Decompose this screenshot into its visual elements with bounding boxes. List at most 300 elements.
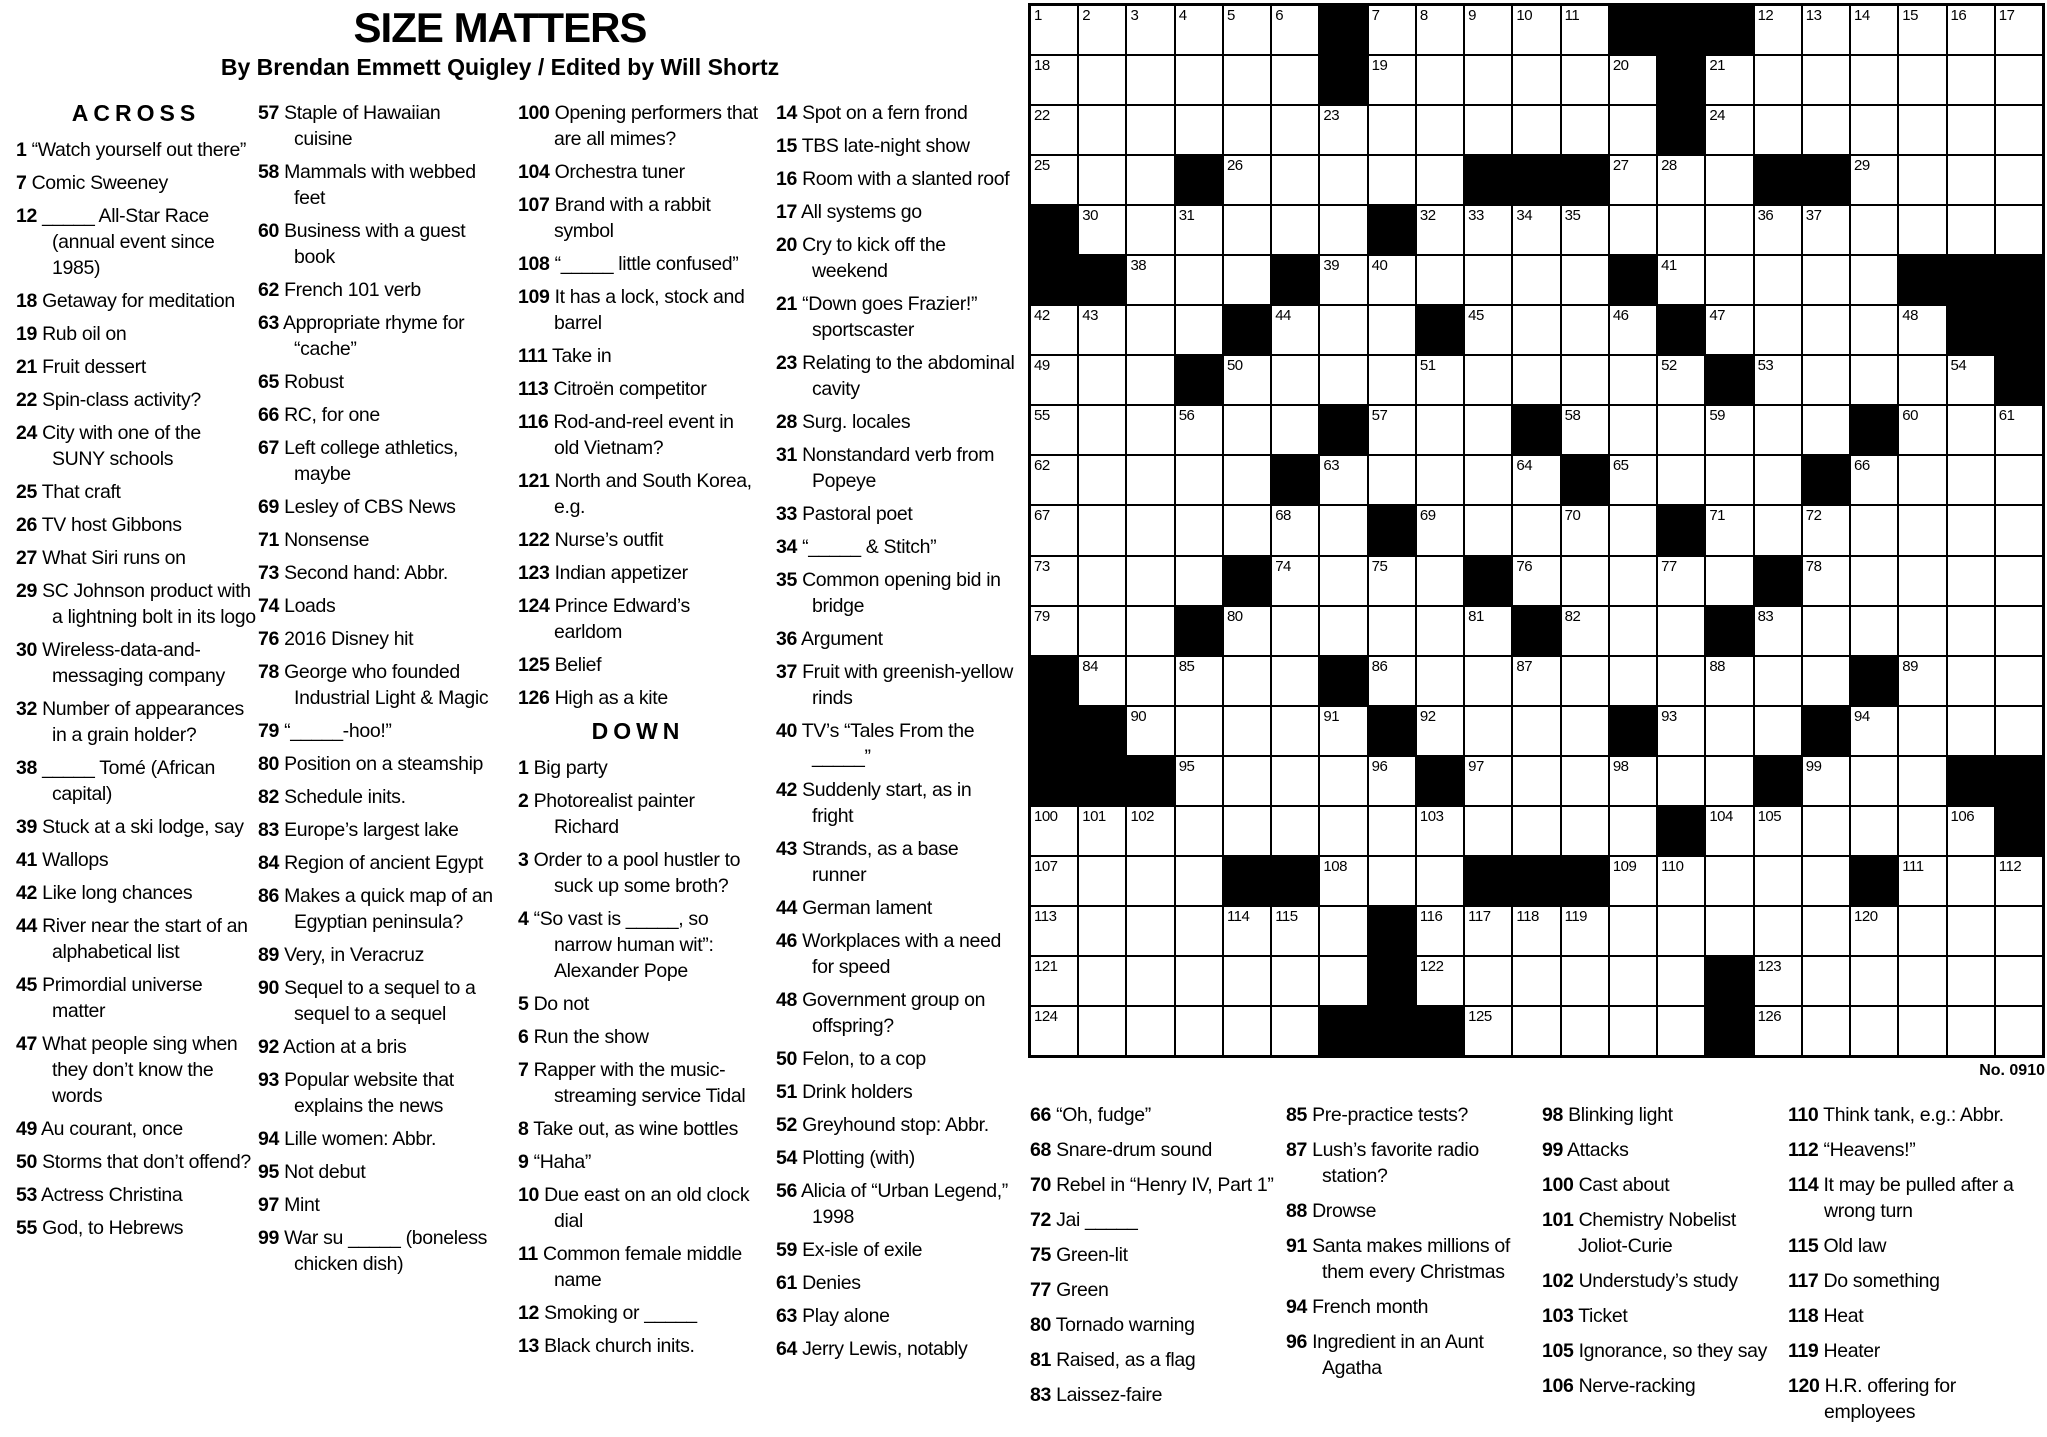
- grid-cell[interactable]: [1898, 355, 1946, 405]
- grid-cell[interactable]: [1175, 55, 1223, 105]
- grid-cell[interactable]: [1416, 606, 1464, 656]
- grid-cell[interactable]: [1030, 606, 1078, 656]
- grid-cell[interactable]: [1271, 155, 1319, 205]
- grid-cell[interactable]: [1464, 656, 1512, 706]
- grid-cell[interactable]: [1995, 405, 2043, 455]
- grid-cell[interactable]: [1126, 656, 1174, 706]
- grid-cell[interactable]: [1561, 906, 1609, 956]
- grid-cell[interactable]: [1078, 505, 1126, 555]
- grid-cell[interactable]: [1898, 205, 1946, 255]
- grid-cell[interactable]: [1368, 756, 1416, 806]
- grid-cell[interactable]: [1947, 155, 1995, 205]
- grid-cell[interactable]: [1416, 105, 1464, 155]
- grid-cell[interactable]: [1078, 455, 1126, 505]
- grid-cell[interactable]: [1271, 505, 1319, 555]
- grid-cell[interactable]: [1850, 906, 1898, 956]
- grid-cell[interactable]: [1368, 806, 1416, 856]
- grid-cell[interactable]: [1175, 255, 1223, 305]
- grid-cell[interactable]: [1416, 55, 1464, 105]
- grid-cell[interactable]: [1512, 1006, 1560, 1056]
- grid-cell[interactable]: [1850, 5, 1898, 55]
- grid-cell[interactable]: [1126, 606, 1174, 656]
- grid-cell[interactable]: [1271, 706, 1319, 756]
- grid-cell[interactable]: [1319, 205, 1367, 255]
- grid-cell[interactable]: [1078, 956, 1126, 1006]
- grid-cell[interactable]: [1126, 556, 1174, 606]
- grid-cell[interactable]: [1850, 155, 1898, 205]
- grid-cell[interactable]: [1512, 105, 1560, 155]
- grid-cell[interactable]: [1754, 405, 1802, 455]
- grid-cell[interactable]: [1705, 55, 1753, 105]
- grid-cell[interactable]: [1995, 906, 2043, 956]
- grid-cell[interactable]: [1995, 1006, 2043, 1056]
- grid-cell[interactable]: [1030, 806, 1078, 856]
- grid-cell[interactable]: [1319, 756, 1367, 806]
- grid-cell[interactable]: [1609, 956, 1657, 1006]
- grid-cell[interactable]: [1898, 756, 1946, 806]
- grid-cell[interactable]: [1947, 355, 1995, 405]
- grid-cell[interactable]: [1030, 355, 1078, 405]
- grid-cell[interactable]: [1368, 556, 1416, 606]
- grid-cell[interactable]: [1850, 255, 1898, 305]
- grid-cell[interactable]: [1078, 105, 1126, 155]
- grid-cell[interactable]: [1657, 455, 1705, 505]
- grid-cell[interactable]: [1319, 956, 1367, 1006]
- grid-cell[interactable]: [1947, 706, 1995, 756]
- grid-cell[interactable]: [1705, 255, 1753, 305]
- grid-cell[interactable]: [1319, 255, 1367, 305]
- grid-cell[interactable]: [1464, 455, 1512, 505]
- grid-cell[interactable]: [1368, 105, 1416, 155]
- grid-cell[interactable]: [1223, 155, 1271, 205]
- grid-cell[interactable]: [1223, 405, 1271, 455]
- grid-cell[interactable]: [1464, 956, 1512, 1006]
- grid-cell[interactable]: [1126, 205, 1174, 255]
- grid-cell[interactable]: [1416, 255, 1464, 305]
- grid-cell[interactable]: [1271, 5, 1319, 55]
- grid-cell[interactable]: [1705, 556, 1753, 606]
- grid-cell[interactable]: [1271, 756, 1319, 806]
- grid-cell[interactable]: [1754, 355, 1802, 405]
- grid-cell[interactable]: [1657, 205, 1705, 255]
- grid-cell[interactable]: [1947, 906, 1995, 956]
- grid-cell[interactable]: [1609, 806, 1657, 856]
- grid-cell[interactable]: [1609, 1006, 1657, 1056]
- grid-cell[interactable]: [1705, 155, 1753, 205]
- grid-cell[interactable]: [1609, 756, 1657, 806]
- grid-cell[interactable]: [1947, 956, 1995, 1006]
- grid-cell[interactable]: [1030, 856, 1078, 906]
- grid-cell[interactable]: [1512, 455, 1560, 505]
- grid-cell[interactable]: [1947, 1006, 1995, 1056]
- grid-cell[interactable]: [1368, 155, 1416, 205]
- grid-cell[interactable]: [1705, 205, 1753, 255]
- grid-cell[interactable]: [1223, 455, 1271, 505]
- grid-cell[interactable]: [1078, 1006, 1126, 1056]
- grid-cell[interactable]: [1223, 606, 1271, 656]
- grid-cell[interactable]: [1850, 55, 1898, 105]
- grid-cell[interactable]: [1319, 806, 1367, 856]
- grid-cell[interactable]: [1512, 756, 1560, 806]
- grid-cell[interactable]: [1368, 455, 1416, 505]
- grid-cell[interactable]: [1850, 756, 1898, 806]
- grid-cell[interactable]: [1754, 105, 1802, 155]
- grid-cell[interactable]: [1802, 305, 1850, 355]
- grid-cell[interactable]: [1850, 806, 1898, 856]
- grid-cell[interactable]: [1657, 355, 1705, 405]
- grid-cell[interactable]: [1271, 55, 1319, 105]
- grid-cell[interactable]: [1175, 455, 1223, 505]
- grid-cell[interactable]: [1126, 105, 1174, 155]
- grid-cell[interactable]: [1754, 606, 1802, 656]
- grid-cell[interactable]: [1898, 956, 1946, 1006]
- grid-cell[interactable]: [1368, 5, 1416, 55]
- grid-cell[interactable]: [1609, 405, 1657, 455]
- grid-cell[interactable]: [1802, 906, 1850, 956]
- grid-cell[interactable]: [1561, 656, 1609, 706]
- grid-cell[interactable]: [1175, 5, 1223, 55]
- grid-cell[interactable]: [1754, 706, 1802, 756]
- grid-cell[interactable]: [1512, 706, 1560, 756]
- grid-cell[interactable]: [1561, 1006, 1609, 1056]
- grid-cell[interactable]: [1175, 856, 1223, 906]
- grid-cell[interactable]: [1657, 706, 1705, 756]
- grid-cell[interactable]: [1078, 5, 1126, 55]
- grid-cell[interactable]: [1947, 205, 1995, 255]
- grid-cell[interactable]: [1898, 706, 1946, 756]
- grid-cell[interactable]: [1898, 1006, 1946, 1056]
- grid-cell[interactable]: [1995, 55, 2043, 105]
- grid-cell[interactable]: [1030, 105, 1078, 155]
- grid-cell[interactable]: [1126, 305, 1174, 355]
- grid-cell[interactable]: [1705, 455, 1753, 505]
- grid-cell[interactable]: [1464, 906, 1512, 956]
- grid-cell[interactable]: [1464, 105, 1512, 155]
- grid-cell[interactable]: [1126, 505, 1174, 555]
- grid-cell[interactable]: [1416, 556, 1464, 606]
- grid-cell[interactable]: [1416, 806, 1464, 856]
- grid-cell[interactable]: [1995, 556, 2043, 606]
- grid-cell[interactable]: [1223, 756, 1271, 806]
- grid-cell[interactable]: [1995, 505, 2043, 555]
- grid-cell[interactable]: [1995, 606, 2043, 656]
- grid-cell[interactable]: [1175, 305, 1223, 355]
- grid-cell[interactable]: [1464, 5, 1512, 55]
- grid-cell[interactable]: [1850, 956, 1898, 1006]
- grid-cell[interactable]: [1657, 405, 1705, 455]
- grid-cell[interactable]: [1657, 556, 1705, 606]
- grid-cell[interactable]: [1175, 556, 1223, 606]
- grid-cell[interactable]: [1802, 405, 1850, 455]
- grid-cell[interactable]: [1126, 906, 1174, 956]
- grid-cell[interactable]: [1802, 856, 1850, 906]
- grid-cell[interactable]: [1271, 806, 1319, 856]
- grid-cell[interactable]: [1995, 706, 2043, 756]
- grid-cell[interactable]: [1175, 405, 1223, 455]
- grid-cell[interactable]: [1368, 656, 1416, 706]
- grid-cell[interactable]: [1464, 405, 1512, 455]
- grid-cell[interactable]: [1416, 155, 1464, 205]
- grid-cell[interactable]: [1078, 305, 1126, 355]
- grid-cell[interactable]: [1126, 856, 1174, 906]
- grid-cell[interactable]: [1898, 505, 1946, 555]
- grid-cell[interactable]: [1609, 505, 1657, 555]
- grid-cell[interactable]: [1223, 55, 1271, 105]
- grid-cell[interactable]: [1368, 305, 1416, 355]
- grid-cell[interactable]: [1705, 505, 1753, 555]
- grid-cell[interactable]: [1416, 656, 1464, 706]
- grid-cell[interactable]: [1271, 606, 1319, 656]
- grid-cell[interactable]: [1078, 55, 1126, 105]
- grid-cell[interactable]: [1561, 205, 1609, 255]
- grid-cell[interactable]: [1561, 105, 1609, 155]
- grid-cell[interactable]: [1802, 806, 1850, 856]
- grid-cell[interactable]: [1319, 505, 1367, 555]
- grid-cell[interactable]: [1947, 5, 1995, 55]
- grid-cell[interactable]: [1078, 556, 1126, 606]
- grid-cell[interactable]: [1850, 305, 1898, 355]
- grid-cell[interactable]: [1030, 906, 1078, 956]
- grid-cell[interactable]: [1271, 105, 1319, 155]
- grid-cell[interactable]: [1657, 756, 1705, 806]
- grid-cell[interactable]: [1512, 505, 1560, 555]
- grid-cell[interactable]: [1657, 656, 1705, 706]
- grid-cell[interactable]: [1947, 806, 1995, 856]
- grid-cell[interactable]: [1030, 455, 1078, 505]
- grid-cell[interactable]: [1802, 606, 1850, 656]
- grid-cell[interactable]: [1705, 405, 1753, 455]
- grid-cell[interactable]: [1898, 806, 1946, 856]
- grid-cell[interactable]: [1126, 455, 1174, 505]
- grid-cell[interactable]: [1126, 55, 1174, 105]
- grid-cell[interactable]: [1319, 355, 1367, 405]
- grid-cell[interactable]: [1995, 656, 2043, 706]
- grid-cell[interactable]: [1512, 656, 1560, 706]
- grid-cell[interactable]: [1078, 205, 1126, 255]
- grid-cell[interactable]: [1512, 305, 1560, 355]
- grid-cell[interactable]: [1850, 455, 1898, 505]
- grid-cell[interactable]: [1223, 706, 1271, 756]
- grid-cell[interactable]: [1126, 155, 1174, 205]
- grid-cell[interactable]: [1512, 5, 1560, 55]
- grid-cell[interactable]: [1078, 405, 1126, 455]
- grid-cell[interactable]: [1898, 656, 1946, 706]
- grid-cell[interactable]: [1464, 255, 1512, 305]
- grid-cell[interactable]: [1995, 455, 2043, 505]
- grid-cell[interactable]: [1175, 906, 1223, 956]
- grid-cell[interactable]: [1319, 706, 1367, 756]
- grid-cell[interactable]: [1464, 205, 1512, 255]
- grid-cell[interactable]: [1705, 906, 1753, 956]
- grid-cell[interactable]: [1416, 205, 1464, 255]
- grid-cell[interactable]: [1368, 355, 1416, 405]
- grid-cell[interactable]: [1464, 806, 1512, 856]
- grid-cell[interactable]: [1175, 656, 1223, 706]
- grid-cell[interactable]: [1995, 205, 2043, 255]
- grid-cell[interactable]: [1223, 5, 1271, 55]
- grid-cell[interactable]: [1512, 556, 1560, 606]
- grid-cell[interactable]: [1802, 505, 1850, 555]
- grid-cell[interactable]: [1802, 956, 1850, 1006]
- grid-cell[interactable]: [1175, 1006, 1223, 1056]
- grid-cell[interactable]: [1657, 1006, 1705, 1056]
- grid-cell[interactable]: [1271, 1006, 1319, 1056]
- grid-cell[interactable]: [1416, 355, 1464, 405]
- grid-cell[interactable]: [1657, 606, 1705, 656]
- grid-cell[interactable]: [1126, 956, 1174, 1006]
- grid-cell[interactable]: [1657, 856, 1705, 906]
- grid-cell[interactable]: [1175, 706, 1223, 756]
- grid-cell[interactable]: [1175, 956, 1223, 1006]
- grid-cell[interactable]: [1850, 556, 1898, 606]
- grid-cell[interactable]: [1802, 105, 1850, 155]
- grid-cell[interactable]: [1030, 305, 1078, 355]
- grid-cell[interactable]: [1512, 906, 1560, 956]
- grid-cell[interactable]: [1705, 806, 1753, 856]
- grid-cell[interactable]: [1898, 556, 1946, 606]
- grid-cell[interactable]: [1609, 305, 1657, 355]
- grid-cell[interactable]: [1609, 856, 1657, 906]
- grid-cell[interactable]: [1705, 756, 1753, 806]
- grid-cell[interactable]: [1898, 155, 1946, 205]
- grid-cell[interactable]: [1561, 255, 1609, 305]
- grid-cell[interactable]: [1898, 305, 1946, 355]
- grid-cell[interactable]: [1609, 656, 1657, 706]
- grid-cell[interactable]: [1271, 205, 1319, 255]
- grid-cell[interactable]: [1223, 956, 1271, 1006]
- grid-cell[interactable]: [1947, 856, 1995, 906]
- grid-cell[interactable]: [1802, 55, 1850, 105]
- grid-cell[interactable]: [1898, 856, 1946, 906]
- grid-cell[interactable]: [1947, 606, 1995, 656]
- grid-cell[interactable]: [1754, 455, 1802, 505]
- grid-cell[interactable]: [1754, 656, 1802, 706]
- grid-cell[interactable]: [1271, 656, 1319, 706]
- grid-cell[interactable]: [1078, 806, 1126, 856]
- grid-cell[interactable]: [1223, 656, 1271, 706]
- grid-cell[interactable]: [1561, 405, 1609, 455]
- grid-cell[interactable]: [1898, 455, 1946, 505]
- grid-cell[interactable]: [1416, 956, 1464, 1006]
- grid-cell[interactable]: [1754, 55, 1802, 105]
- grid-cell[interactable]: [1464, 305, 1512, 355]
- grid-cell[interactable]: [1850, 355, 1898, 405]
- grid-cell[interactable]: [1609, 606, 1657, 656]
- grid-cell[interactable]: [1319, 606, 1367, 656]
- grid-cell[interactable]: [1561, 5, 1609, 55]
- grid-cell[interactable]: [1416, 505, 1464, 555]
- grid-cell[interactable]: [1561, 355, 1609, 405]
- grid-cell[interactable]: [1271, 556, 1319, 606]
- grid-cell[interactable]: [1754, 1006, 1802, 1056]
- grid-cell[interactable]: [1898, 105, 1946, 155]
- grid-cell[interactable]: [1078, 606, 1126, 656]
- grid-cell[interactable]: [1078, 155, 1126, 205]
- grid-cell[interactable]: [1657, 906, 1705, 956]
- grid-cell[interactable]: [1223, 806, 1271, 856]
- grid-cell[interactable]: [1850, 706, 1898, 756]
- grid-cell[interactable]: [1561, 756, 1609, 806]
- grid-cell[interactable]: [1223, 1006, 1271, 1056]
- grid-cell[interactable]: [1416, 405, 1464, 455]
- grid-cell[interactable]: [1609, 455, 1657, 505]
- grid-cell[interactable]: [1609, 906, 1657, 956]
- grid-cell[interactable]: [1319, 906, 1367, 956]
- grid-cell[interactable]: [1995, 956, 2043, 1006]
- grid-cell[interactable]: [1802, 355, 1850, 405]
- grid-cell[interactable]: [1512, 255, 1560, 305]
- grid-cell[interactable]: [1126, 706, 1174, 756]
- grid-cell[interactable]: [1126, 1006, 1174, 1056]
- grid-cell[interactable]: [1175, 205, 1223, 255]
- grid-cell[interactable]: [1947, 455, 1995, 505]
- grid-cell[interactable]: [1368, 606, 1416, 656]
- grid-cell[interactable]: [1271, 906, 1319, 956]
- grid-cell[interactable]: [1126, 5, 1174, 55]
- grid-cell[interactable]: [1754, 505, 1802, 555]
- grid-cell[interactable]: [1368, 55, 1416, 105]
- grid-cell[interactable]: [1319, 305, 1367, 355]
- grid-cell[interactable]: [1126, 255, 1174, 305]
- grid-cell[interactable]: [1271, 355, 1319, 405]
- grid-cell[interactable]: [1464, 756, 1512, 806]
- grid-cell[interactable]: [1705, 706, 1753, 756]
- grid-cell[interactable]: [1464, 55, 1512, 105]
- grid-cell[interactable]: [1898, 906, 1946, 956]
- grid-cell[interactable]: [1754, 806, 1802, 856]
- grid-cell[interactable]: [1030, 556, 1078, 606]
- grid-cell[interactable]: [1947, 556, 1995, 606]
- grid-cell[interactable]: [1850, 505, 1898, 555]
- grid-cell[interactable]: [1368, 405, 1416, 455]
- grid-cell[interactable]: [1464, 706, 1512, 756]
- grid-cell[interactable]: [1223, 105, 1271, 155]
- grid-cell[interactable]: [1464, 505, 1512, 555]
- grid-cell[interactable]: [1995, 856, 2043, 906]
- grid-cell[interactable]: [1705, 856, 1753, 906]
- grid-cell[interactable]: [1223, 255, 1271, 305]
- grid-cell[interactable]: [1175, 806, 1223, 856]
- grid-cell[interactable]: [1657, 956, 1705, 1006]
- grid-cell[interactable]: [1802, 255, 1850, 305]
- grid-cell[interactable]: [1947, 55, 1995, 105]
- grid-cell[interactable]: [1030, 1006, 1078, 1056]
- grid-cell[interactable]: [1995, 5, 2043, 55]
- grid-cell[interactable]: [1898, 606, 1946, 656]
- grid-cell[interactable]: [1754, 956, 1802, 1006]
- grid-cell[interactable]: [1368, 255, 1416, 305]
- grid-cell[interactable]: [1754, 255, 1802, 305]
- grid-cell[interactable]: [1561, 305, 1609, 355]
- grid-cell[interactable]: [1030, 5, 1078, 55]
- grid-cell[interactable]: [1754, 856, 1802, 906]
- grid-cell[interactable]: [1561, 956, 1609, 1006]
- grid-cell[interactable]: [1271, 405, 1319, 455]
- grid-cell[interactable]: [1850, 105, 1898, 155]
- grid-cell[interactable]: [1995, 105, 2043, 155]
- grid-cell[interactable]: [1223, 205, 1271, 255]
- grid-cell[interactable]: [1609, 155, 1657, 205]
- grid-cell[interactable]: [1175, 756, 1223, 806]
- grid-cell[interactable]: [1850, 205, 1898, 255]
- grid-cell[interactable]: [1609, 205, 1657, 255]
- grid-cell[interactable]: [1271, 305, 1319, 355]
- grid-cell[interactable]: [1609, 105, 1657, 155]
- grid-cell[interactable]: [1561, 505, 1609, 555]
- grid-cell[interactable]: [1609, 355, 1657, 405]
- grid-cell[interactable]: [1995, 155, 2043, 205]
- grid-cell[interactable]: [1512, 956, 1560, 1006]
